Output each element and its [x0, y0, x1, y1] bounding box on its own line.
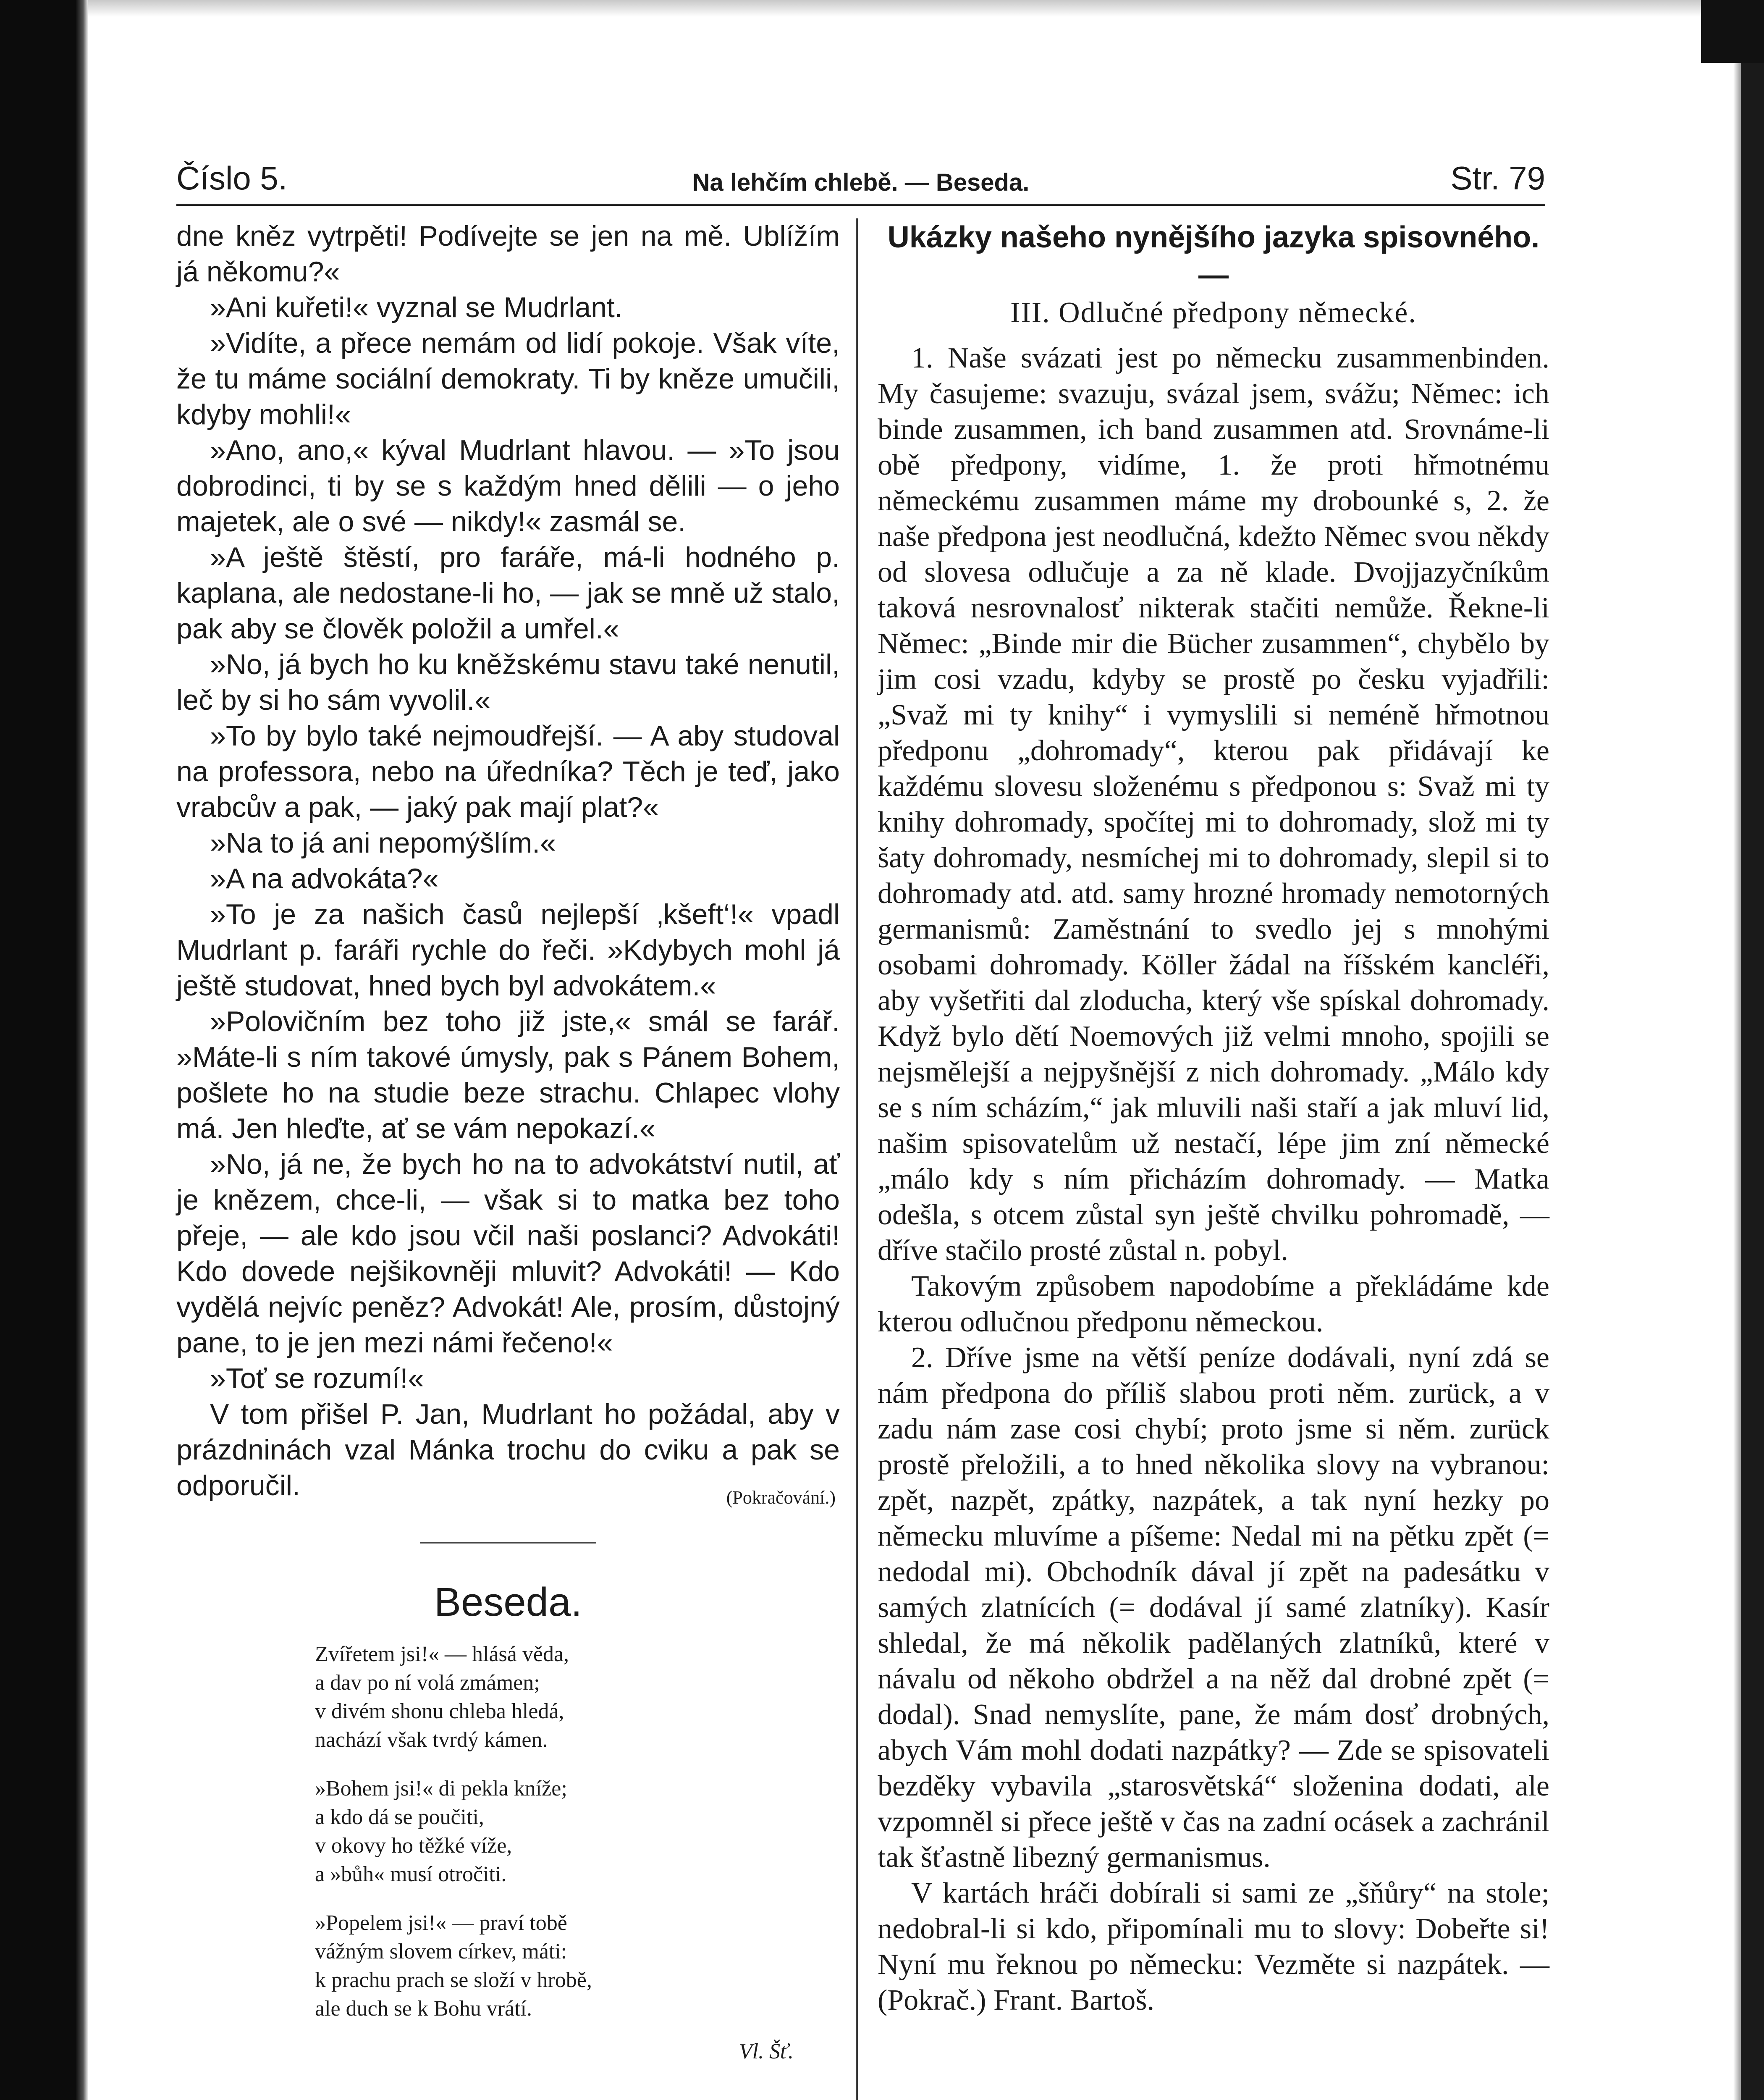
poem-stanza [315, 1640, 840, 1754]
story-paragraph: »No, já bych ho ku kněžskému stavu také nenutil, leč by si ho sám vyvolil.« [176, 648, 840, 716]
story-paragraph: »Ani kuřeti!« vyznal se Mudrlant. [210, 291, 623, 323]
poem-line: k prachu prach se složí v hrobě, [315, 1968, 592, 1992]
poem-line: v divém shonu chleba hledá, [315, 1699, 564, 1723]
article-paragraph: 1. Naše svázati jest po německu zusammenbinden. My časujeme: svazuju, svázal jsem, svážu; Němec: ich binde zusammen, ich band zusammen atd. Srovnáme-li obě předpony, vidíme, 1. že proti hřmotnému německému zusammen máme my drobounké s, 2. že naše předpona jest neodlučná, kdežto Němec svou někdy od slovesa odlučuje a za ně klade. Dvojjazyčníkům taková nesrovnalosť nikterak stačiti nemůže. Řekne-li Němec: „Binde mir die Bücher zusammen“, chybělo by jim cosi vzadu, kdyby se prostě po česku vyjadřili: „Svaž mi ty knihy“ i vymyslili si neméně hřmotnou předponu „dohromady“, kterou pak přidávají ke každému slovesu složenému s předponou s: Svaž mi ty knihy dohromady, spočítej mi to dohromady, slož mi ty šaty dohromady, nesmíchej mi to dohromady, slepil si to dohromady atd. atd. samy hrozné hromady nemotorných germanismů: Zaměstnání to svedlo jej s mnohými osobami dohromady. Köller žádal na říšském kancléři, aby vyšetřiti dal zloducha, který vše spískal dohromady. Když bylo dětí Noemových již velmi mnoho, spojili se nejsmělejší a nejpyšnější z nich dohromady. „Málo kdy se s ním scházím,“ jak mluvili naši staří a jak mluví lid, našim spisovatelům už nestačí, lépe jim zní německé „málo kdy s ním přicházím dohromady. — Matka odešla, s otcem zůstal syn ještě chvilku pohromadě, — dříve stačilo prosté zůstal n. pobyl. [878, 342, 1549, 1267]
story-paragraph: »Polovičním bez toho již jste,« smál se farář. »Máte-li s ním takové úmysly, pak s Pánem Bohem, pošlete ho na studie beze strachu. Chlapec vlohy má. Jen hleďte, ať se vám nepokazí.« [176, 1005, 840, 1144]
story-paragraph: »A ještě štěstí, pro faráře, má-li hodného p. kaplana, ale nedostane-li ho, — jak se mně už stalo, pak aby se člověk položil a umřel.« [176, 541, 840, 645]
poem-line: »Bohem jsi!« di pekla kníže; [315, 1777, 567, 1801]
article-paragraph: 2. Dříve jsme na větší peníze dodávali, nyní zdá se nám předpona do příliš slabou proti něm. zurück, a v zadu nám zase cosi chybí; proto jsme si něm. zurück prostě přeložili, a to hned několika slovy na vybranou: zpět, nazpět, zpátky, nazpátek, a tak nyní hezky po německu mluvíme a píšeme: Nedal mi na pětku zpět (= nedodal mi). Obchodník dával jí zpět na padesátku v samých zlatnících (= dodával jí samé zlatníky). Kasír shledal, že má několik padělaných zlatníků, které v návalu od někoho obdržel a na něž dal drobné zpět (= dodal). Snad nemyslíte, pane, že mám dosť drobných, abych Vám mohl dodati nazpátky? — Zde se spisovateli bezděky vybavila „starosvětská“ složenina dodati, ale vzpomněl si přece ještě v čas na zadní ocásek a zachránil tak šťastně libezný germanismus. [878, 1341, 1549, 1874]
poem-body [176, 1640, 840, 2023]
poem-title: Beseda. [434, 1580, 582, 1625]
poem-line: a kdo dá se poučiti, [315, 1805, 484, 1829]
poem-line: vážným slovem církev, máti: [315, 1940, 567, 1964]
continuation-note: (Pokračování.) [726, 1487, 836, 1508]
section-rule [420, 1542, 596, 1544]
story-paragraph: »A na advokáta?« [210, 863, 439, 895]
poem-stanza [315, 1774, 840, 1889]
article-paragraph: Takovým způsobem napodobíme a překládáme kde kterou odlučnou předponu německou. [878, 1270, 1549, 1338]
poem-stanza [315, 1909, 840, 2023]
story-text [176, 218, 840, 1504]
story-paragraph: »To by bylo také nejmoudřejší. — A aby studoval na professora, nebo na úředníka? Těch je teď, jako vrabcův a pak, — jaký pak mají plat?« [176, 720, 840, 823]
article-paragraph: V kartách hráči dobírali si sami ze „šňůry“ na stole; nedobral-li si kdo, připomínali mu to slovy: Dobeřte si! Nyní mu řeknou po německu: Vezměte si nazpátek. — (Pokrač.) Frant. Bartoš. [878, 1877, 1549, 2016]
header-rule [176, 204, 1545, 206]
poem-line: Zvířetem jsi!« — hlásá věda, [315, 1642, 569, 1666]
story-paragraph: »Ano, ano,« kýval Mudrlant hlavou. — »To jsou dobrodinci, ti by se s každým hned dělili — o jeho majetek, ale o své — nikdy!« zasmál se. [176, 434, 840, 538]
poem-line: a »bůh« musí otročiti. [315, 1862, 507, 1886]
poem-line: ale duch se k Bohu vrátí. [315, 1997, 532, 2021]
story-paragraph: »No, já ne, že bych ho na to advokátství nutil, ať je knězem, chce-li, — však si to matka bez toho přeje, — ale kdo jsou včil naši poslanci? Advokáti! Kdo dovede nejšikovněji mluvit? Advokáti! — Kdo vydělá nejvíc peněz? Advokát! Ale, prosím, důstojný pane, to je jen mezi námi řečeno!« [176, 1148, 840, 1359]
column-divider [856, 218, 858, 2100]
right-column [878, 218, 1549, 2018]
story-paragraph: »Na to já ani nepomýšlím.« [210, 827, 556, 859]
story-paragraph: »To je za našich časů nejlepší ‚kšeft‘!« vpadl Mudrlant p. faráři rychle do řeči. »Kdybych mohl já ještě studovat, hned bych byl advokátem.« [176, 898, 840, 1002]
left-column [176, 218, 840, 2064]
story-paragraph: V tom přišel P. Jan, Mudrlant ho požádal, aby v prázdninách vzal Mánka trochu do cviku a pak se odporučil. [176, 1398, 840, 1502]
scan-corner-mark [1701, 0, 1764, 63]
article-title: Ukázky našeho nynějšího jazyka spisovného. — [887, 220, 1540, 292]
article-subtitle: III. Odlučné předpony německé. [1010, 297, 1417, 329]
running-head [176, 139, 1545, 206]
scan-edge-right [1741, 0, 1764, 2100]
story-paragraph: »Vidíte, a přece nemám od lidí pokoje. Však víte, že tu máme sociální demokraty. Ti by kněze umučili, kdyby mohli!« [176, 327, 840, 430]
story-paragraph: »Toť se rozumí!« [210, 1362, 424, 1394]
poem-line: a dav po ní volá zmámen; [315, 1671, 540, 1695]
scan-edge-left [0, 0, 88, 2100]
issue-number: Číslo 5. [176, 160, 288, 197]
running-title: Na lehčím chlebě. — Beseda. [692, 169, 1030, 196]
poem-signature: Vl. Šť. [739, 2040, 794, 2063]
page-number: Str. 79 [1450, 160, 1545, 197]
scan-top-shadow [88, 0, 1741, 17]
story-paragraph: dne kněz vytrpěti! Podívejte se jen na mě. Ublížím já někomu?« [176, 220, 840, 288]
poem-line: nachází však tvrdý kámen. [315, 1728, 548, 1752]
poem-line: »Popelem jsi!« — praví tobě [315, 1911, 567, 1935]
poem-line: v okovy ho těžké víže, [315, 1834, 512, 1858]
article-text [878, 340, 1549, 2018]
